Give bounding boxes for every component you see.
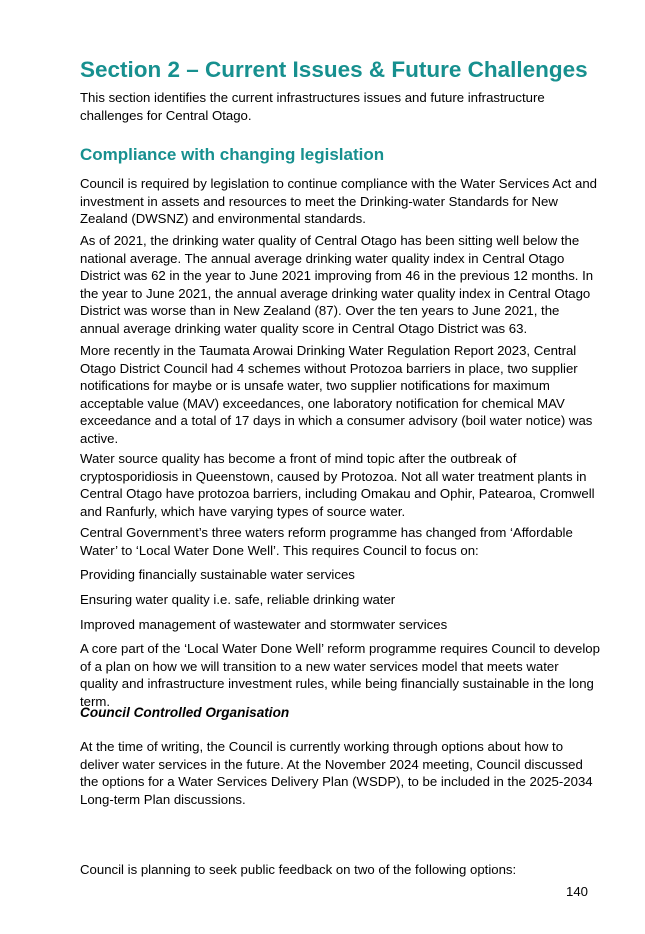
intro-paragraph: This section identifies the current infrastructures issues and future infrastructure challenges for Central Otago. (80, 90, 545, 123)
focus-item: Ensuring water quality i.e. safe, reliable drinking water (80, 592, 396, 607)
section-title: Section 2 – Current Issues & Future Challenges (80, 57, 588, 82)
heading-compliance: Compliance with changing legislation (80, 145, 385, 164)
paragraph-core-part: A core part of the ‘Local Water Done Well’ reform programme requires Council to develop of a plan on how we will transition to a new water services model that meets water quality and infrastructure investment rules, while being financially sustainable in the long term. (80, 641, 600, 709)
paragraph-cco: At the time of writing, the Council is currently working through options about how to deliver water services in the future. At the November 2024 meeting, Council discussed the options for a Water Services Delivery Plan (WSDP), to be included in the 2025-2034 Long-term Plan discussions. (80, 739, 593, 807)
focus-item: Improved management of wastewater and stormwater services (80, 617, 448, 632)
paragraph-reform: Central Government’s three waters reform programme has changed from ‘Affordable Water’ to ‘Local Water Done Well’. This requires Council to focus on: (80, 525, 573, 558)
focus-item: Providing financially sustainable water services (80, 567, 355, 582)
paragraph-taumata-arowai: More recently in the Taumata Arowai Drinking Water Regulation Report 2023, Central Otago District Council had 4 schemes without Protozoa barriers in place, two supplier notifications for maybe or is unsafe water, two supplier notifications for maximum acceptable value (MAV) exceedances, one laboratory notification for chemical MAV exceedance and a total of 17 days in which a consumer advisory (boil water notice) was active. (80, 343, 593, 446)
heading-cco: Council Controlled Organisation (80, 705, 290, 720)
paragraph-water-quality-2021: As of 2021, the drinking water quality of Central Otago has been sitting well below the national average. The annual average drinking water quality index in Central Otago District was 62 in the year to June 2021 improving from 46 in the previous 12 months. In the year to June 2021, the annual average drinking water quality index in Central Otago District was worse than in New Zealand (87). Over the ten years to June 2021, the annual average drinking water quality score in Central Otago District was 63. (80, 233, 594, 336)
page-number: 140 (566, 884, 589, 899)
paragraph-legislation: Council is required by legislation to continue compliance with the Water Services Act and investment in assets and resources to meet the Drinking-water Standards for New Zealand (DWSNZ) and environmental standards. (80, 176, 598, 227)
paragraph-feedback: Council is planning to seek public feedback on two of the following options: (80, 862, 517, 877)
paragraph-source-quality: Water source quality has become a front of mind topic after the outbreak of cryptosporidiosis in Queenstown, caused by Protozoa. Not all water treatment plants in Central Otago have protozoa barriers, including Omakau and Ophir, Patearoa, Cromwell and Ranfurly, which have varying types of source water. (80, 451, 595, 519)
